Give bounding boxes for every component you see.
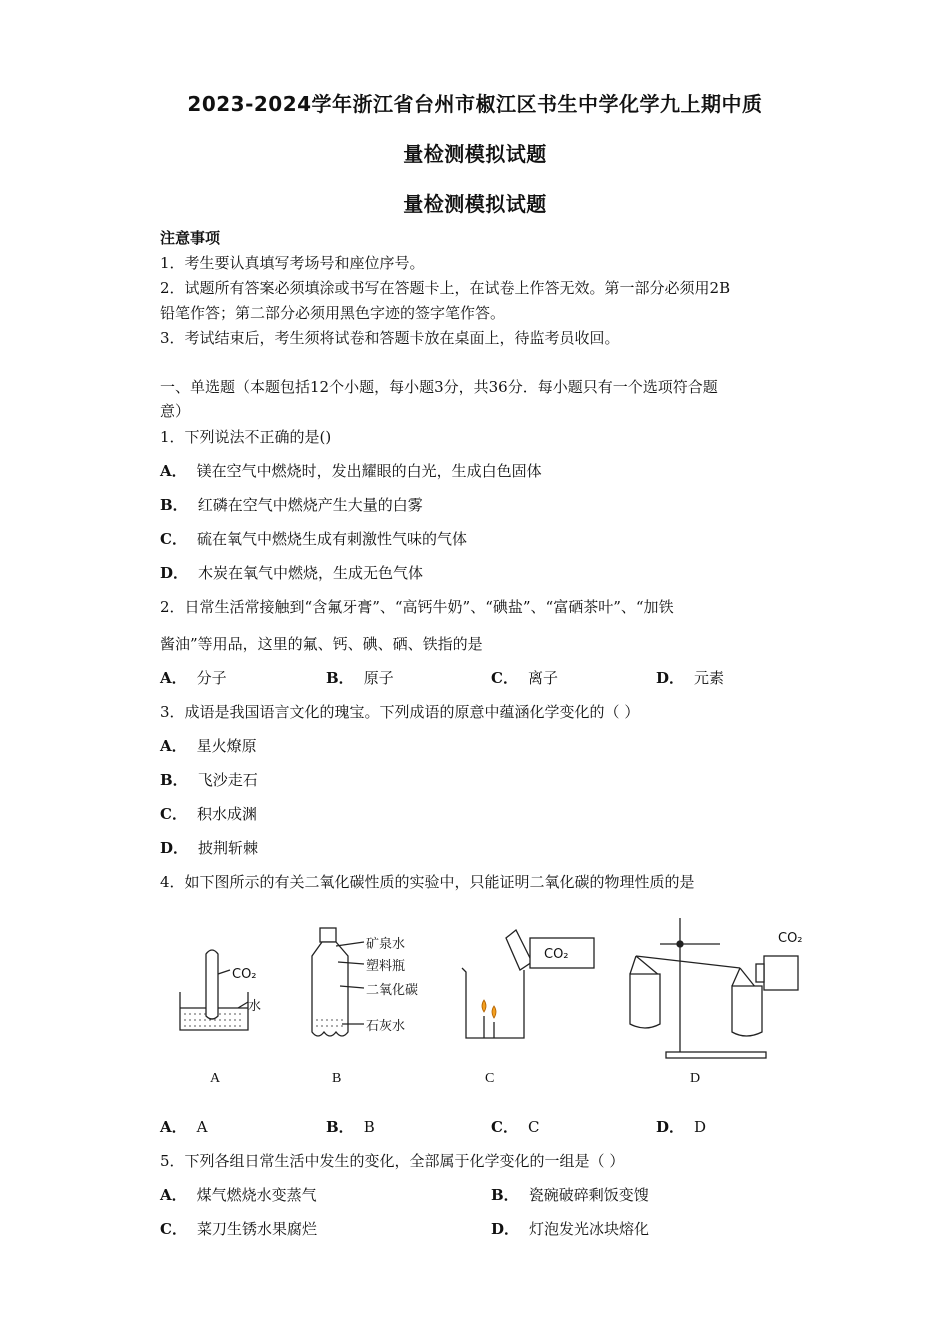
option-label: A． [160, 1118, 187, 1136]
option-text: C [527, 1118, 540, 1136]
option-text: 元素 [694, 669, 725, 687]
question-5-stem: 5．下列各组日常生活中发生的变化，全部属于化学变化的一组是（ ） [160, 1152, 625, 1170]
option-text: 镁在空气中燃烧时，发出耀眼的白光，生成白色固体 [196, 462, 542, 480]
q4-option-c[interactable] [491, 1117, 539, 1137]
caption-a: A [210, 1071, 221, 1086]
page-title-line-2: 量检测模拟试题 [403, 142, 547, 166]
notes-heading: 注意事项 [160, 229, 221, 247]
option-text: B [363, 1118, 375, 1136]
label-co2-a: CO₂ [232, 967, 257, 982]
q5-option-d[interactable] [491, 1219, 649, 1239]
option-label: C． [491, 1118, 518, 1136]
option-text: 离子 [527, 669, 558, 687]
q4-option-b[interactable] [326, 1117, 375, 1137]
question-3-stem: 3．成语是我国语言文化的瑰宝。下列成语的原意中蕴涵化学变化的（ ） [160, 703, 640, 721]
caption-b: B [332, 1071, 342, 1086]
note-item-1: 1．考生要认真填写考场号和座位序号。 [160, 254, 425, 272]
option-text: 积水成渊 [196, 805, 257, 823]
q3-option-d[interactable] [160, 838, 258, 858]
option-label: D． [656, 1118, 685, 1136]
q2-option-d[interactable] [656, 668, 724, 688]
note-item-2: 2．试题所有答案必须填涂或书写在答题卡上，在试卷上作答无效。第一部分必须用2B [160, 279, 731, 297]
option-text: 瓷碗破碎剩饭变馊 [528, 1186, 649, 1204]
option-label: B． [326, 669, 354, 687]
q1-option-a[interactable] [160, 461, 542, 481]
option-label: D． [160, 564, 189, 582]
q5-option-c[interactable] [160, 1219, 317, 1239]
option-label: B． [491, 1186, 519, 1204]
label-mineral-bottle: 矿泉水 [366, 937, 406, 952]
option-label: C． [160, 805, 187, 823]
option-label: D． [160, 839, 189, 857]
apparatus-c [462, 930, 594, 1038]
q1-option-b[interactable] [160, 495, 423, 515]
page-title-line-1: 2023-2024学年浙江省台州市椒江区书生中学化学九上期中质 [187, 92, 763, 116]
apparatus-d [630, 918, 798, 1058]
option-label: B． [160, 771, 188, 789]
label-carbon-dioxide: 二氧化碳 [366, 983, 419, 998]
q2-option-a[interactable] [160, 668, 227, 688]
question-2-stem-cont: 酱油”等用品，这里的氟、钙、碘、硒、铁指的是 [160, 635, 483, 653]
note-item-3: 3．考试结束后，考生须将试卷和答题卡放在桌面上，待监考员收回。 [160, 329, 620, 347]
caption-c: C [485, 1071, 495, 1086]
option-text: D [694, 1118, 707, 1136]
option-text: A [196, 1118, 208, 1136]
option-label: C． [160, 530, 187, 548]
option-text: 星火燎原 [196, 737, 257, 755]
apparatus-a [180, 950, 248, 1030]
q3-option-c[interactable] [160, 804, 257, 824]
option-text: 红磷在空气中燃烧产生大量的白雾 [197, 496, 423, 514]
caption-d: D [690, 1071, 701, 1086]
option-label: A． [160, 462, 187, 480]
option-text: 菜刀生锈水果腐烂 [196, 1220, 317, 1238]
question-1-stem: 1．下列说法不正确的是() [160, 428, 332, 446]
q5-option-b[interactable] [491, 1185, 649, 1205]
q4-option-d[interactable] [656, 1117, 706, 1137]
apparatus-b [312, 928, 364, 1036]
q1-option-d[interactable] [160, 563, 423, 583]
option-text: 木炭在氧气中燃烧，生成无色气体 [198, 564, 424, 582]
label-co2-c: CO₂ [544, 947, 569, 962]
q1-option-c[interactable] [160, 529, 467, 549]
q2-option-b[interactable] [326, 668, 394, 688]
option-label: A． [160, 737, 187, 755]
co2-experiment-figure [160, 912, 803, 1102]
q4-option-a[interactable] [160, 1117, 207, 1137]
option-text: 披荆斩棘 [198, 839, 259, 857]
option-text: 硫在氧气中燃烧生成有刺激性气味的气体 [196, 530, 467, 548]
option-label: C． [160, 1220, 187, 1238]
option-text: 飞沙走石 [197, 771, 258, 789]
section-heading: 一、单选题（本题包括12个小题，每小题3分，共36分．每小题只有一个选项符合题 [160, 378, 718, 396]
q3-option-a[interactable] [160, 736, 257, 756]
q3-option-b[interactable] [160, 770, 258, 790]
option-text: 灯泡发光冰块熔化 [529, 1220, 650, 1238]
q5-option-a[interactable] [160, 1185, 317, 1205]
option-label: D． [491, 1220, 520, 1238]
option-label: D． [656, 669, 685, 687]
option-text: 原子 [363, 669, 394, 687]
option-label: C． [491, 669, 518, 687]
label-plastic-bottle: 塑料瓶 [366, 959, 406, 974]
option-text: 分子 [196, 669, 227, 687]
question-4-stem: 4．如下图所示的有关二氧化碳性质的实验中，只能证明二氧化碳的物理性质的是 [160, 873, 695, 891]
option-label: B． [326, 1118, 354, 1136]
option-text: 煤气燃烧水变蒸气 [196, 1186, 317, 1204]
option-label: A． [160, 669, 187, 687]
option-label: B． [160, 496, 188, 514]
label-water: 水 [248, 999, 262, 1014]
label-limewater: 石灰水 [366, 1019, 406, 1034]
label-co2-d: CO₂ [778, 931, 803, 946]
q2-option-c[interactable] [491, 668, 558, 688]
question-2-stem: 2．日常生活常接触到“含氟牙膏”、“高钙牛奶”、“碘盐”、“富硒茶叶”、“加铁 [160, 598, 674, 616]
note-item-2-cont: 铅笔作答；第二部分必须用黑色字迹的签字笔作答。 [160, 304, 506, 322]
option-label: A． [160, 1186, 187, 1204]
section-heading-cont: 意） [160, 402, 191, 420]
page-title-line-3: 量检测模拟试题 [403, 192, 547, 216]
